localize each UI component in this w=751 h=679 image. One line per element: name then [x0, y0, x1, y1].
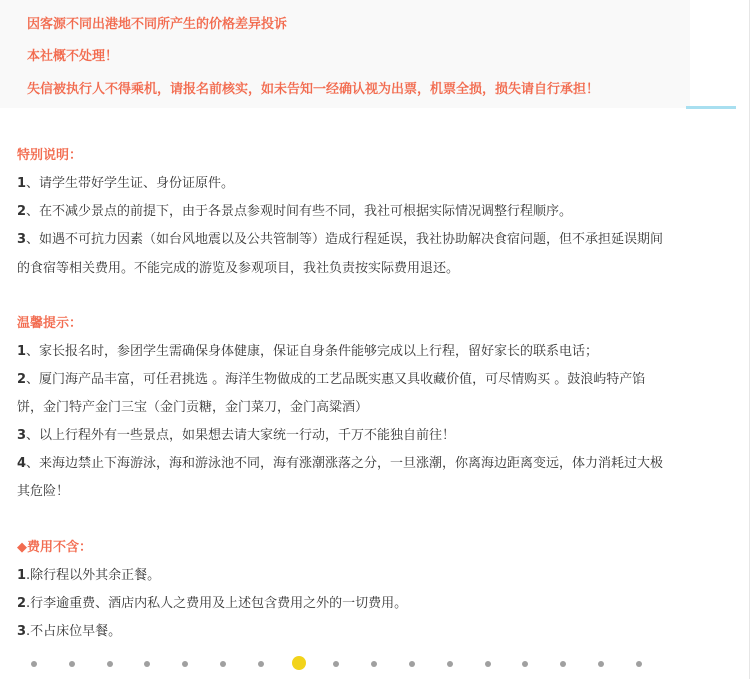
item-text: 、厦门海产品丰富，可任君挑选 。海洋生物做成的工艺品既实惠又具收藏价值，可尽情购买 。鼓浪屿特产馅 [26, 372, 646, 387]
pager-dot[interactable] [522, 661, 528, 667]
item-text: 、以上行程外有一些景点，如果想去请大家统一行动，千万不能独自前往！ [26, 428, 456, 443]
pager-dot[interactable] [69, 661, 75, 667]
special-item [17, 200, 572, 219]
special-item [17, 228, 663, 247]
item-text: .除行程以外其余正餐。 [26, 568, 161, 583]
pager-dot[interactable] [333, 661, 339, 667]
tips-item-continued: 其危险！ [17, 484, 70, 499]
pager-dot[interactable] [258, 661, 264, 667]
item-number: 1 [17, 344, 27, 359]
carousel-pager [0, 656, 751, 672]
tips-item [17, 424, 455, 443]
pager-dot[interactable] [409, 661, 415, 667]
pager-dot[interactable] [560, 661, 566, 667]
item-text: 、家长报名时，参团学生需确保身体健康，保证自身条件能够完成以上行程，留好家长的联系电话； [26, 344, 599, 359]
item-number: 3 [17, 624, 27, 639]
item-number: 4 [17, 456, 27, 471]
tips-item [17, 340, 598, 359]
pager-dot[interactable] [220, 661, 226, 667]
fees-item [17, 620, 121, 639]
item-number: 3 [17, 232, 27, 247]
item-text: .行李逾重费、酒店内私人之费用及上述包含费用之外的一切费用。 [26, 596, 408, 611]
notice-box [0, 0, 690, 108]
pager-dot[interactable] [447, 661, 453, 667]
tips-item-continued: 饼，金门特产金门三宝（金门贡糖，金门菜刀，金门高粱酒） [17, 400, 369, 415]
special-item [17, 172, 234, 191]
pager-dot[interactable] [636, 661, 642, 667]
item-number: 3 [17, 428, 27, 443]
tips-item [17, 368, 645, 387]
item-number: 2 [17, 372, 27, 387]
notice-line-2: 本社概不处理！ [27, 49, 119, 64]
item-number: 2 [17, 204, 27, 219]
pager-dot[interactable] [182, 661, 188, 667]
fees-item [17, 564, 160, 583]
item-text: 、来海边禁止下海游泳，海和游泳池不同，海有涨潮涨落之分，一旦涨潮，你离海边距离变远，体力消耗过大极 [26, 456, 664, 471]
fees-title: ◆费用不含： [17, 540, 92, 555]
pager-dot[interactable] [144, 661, 150, 667]
item-number: 2 [17, 596, 27, 611]
pager-dot[interactable] [31, 661, 37, 667]
pager-dot[interactable] [107, 661, 113, 667]
notice-accent-bar [686, 106, 736, 109]
notice-line-3: 失信被执行人不得乘机，请报名前核实，如未告知一经确认视为出票，机票全损，损失请自行承担！ [27, 82, 600, 97]
item-number: 1 [17, 568, 27, 583]
item-text: 、在不减少景点的前提下，由于各景点参观时间有些不同，我社可根据实际情况调整行程顺序。 [26, 204, 573, 219]
tips-item [17, 452, 663, 471]
pager-dot[interactable] [485, 661, 491, 667]
item-number: 1 [17, 176, 27, 191]
item-text: .不占床位早餐。 [26, 624, 122, 639]
notice-line-1: 因客源不同出港地不同所产生的价格差异投诉 [27, 17, 288, 32]
tips-title: 温馨提示： [17, 316, 83, 331]
item-text: 、如遇不可抗力因素（如台风地震以及公共管制等）造成行程延误，我社协助解决食宿问题，但不承担延误期间 [26, 232, 664, 247]
pager-dot[interactable] [598, 661, 604, 667]
special-item-continued: 的食宿等相关费用。不能完成的游览及参观项目，我社负责按实际费用退还。 [17, 261, 460, 276]
pager-dot-active[interactable] [292, 656, 306, 670]
pager-dot[interactable] [371, 661, 377, 667]
special-title: 特别说明： [17, 148, 83, 163]
item-text: 、请学生带好学生证、身份证原件。 [26, 176, 235, 191]
fees-item [17, 592, 407, 611]
